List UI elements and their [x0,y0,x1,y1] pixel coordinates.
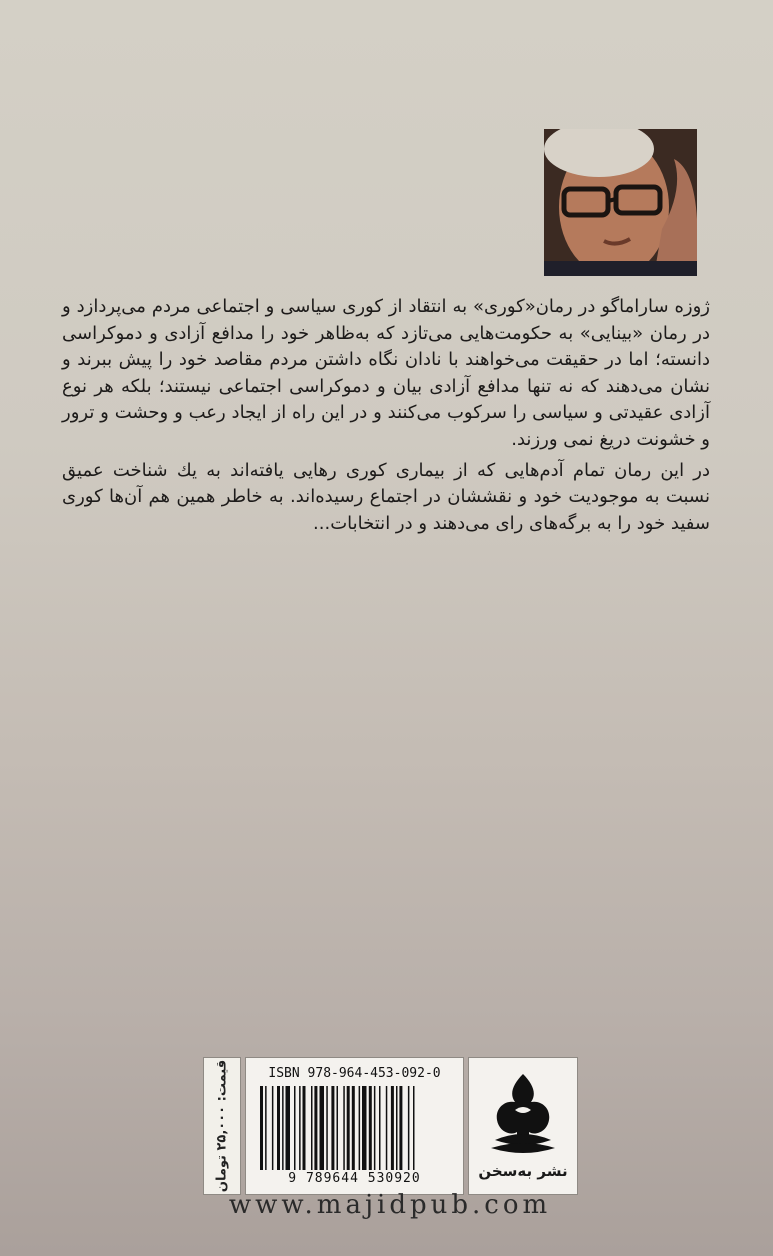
barcode-icon [260,1086,450,1170]
price-label [203,1057,241,1195]
publisher-logo-block [468,1057,578,1195]
publisher-name: نشر به‌سخن [478,1162,568,1180]
blurb-paragraph-2: در این رمان تمام آدم‌هایی که از بیماری کوری رهایی یافته‌اند به یك شناخت عمیق نسبت به موجودیت خود و نقششان در اجتماع رسیده‌اند. به خاطر همین هم آن‌ها کوری سفید خود را به برگه‌های رای می‌دهند و در انتخابات... [62,459,710,534]
barcode-block [245,1057,464,1195]
author-portrait [544,129,697,276]
isbn-number: ISBN 978-964-453-092-0 [268,1066,441,1081]
price-text: قیمت: ۲۵,۰۰۰ تومان [214,1059,230,1193]
blurb-paragraph-1: ژوزه ساراماگو در رمان«کوری» به انتقاد از کوری سیاسی و اجتماعی مردم می‌پردازد و در رمان «بینایی» به حکومت‌هایی می‌تازد که به‌ظاهر خود را مدافع آزادی و دموکراسی دانسته؛ اما در حقیقت می‌خواهند با نادان نگاه داشتن مردم مقاصد خود را پیش ببرند و نشان می‌دهند که نه تنها مدافع آزادی بیان و دموکراسی اجتماعی نیستند؛ بلکه هر نوع آزادی عقیدتی و سیاسی را سرکوب می‌کنند و در این راه از ایجاد رعب و وحشت و ترور و خشونت دریغ نمی ورزند. [62,296,710,450]
publisher-tree-logo-icon [485,1070,561,1158]
website-url: www.majidpub.com [228,1190,552,1220]
ean-number: 9 789644 530920 [288,1171,421,1186]
back-cover-blurb [62,294,710,537]
